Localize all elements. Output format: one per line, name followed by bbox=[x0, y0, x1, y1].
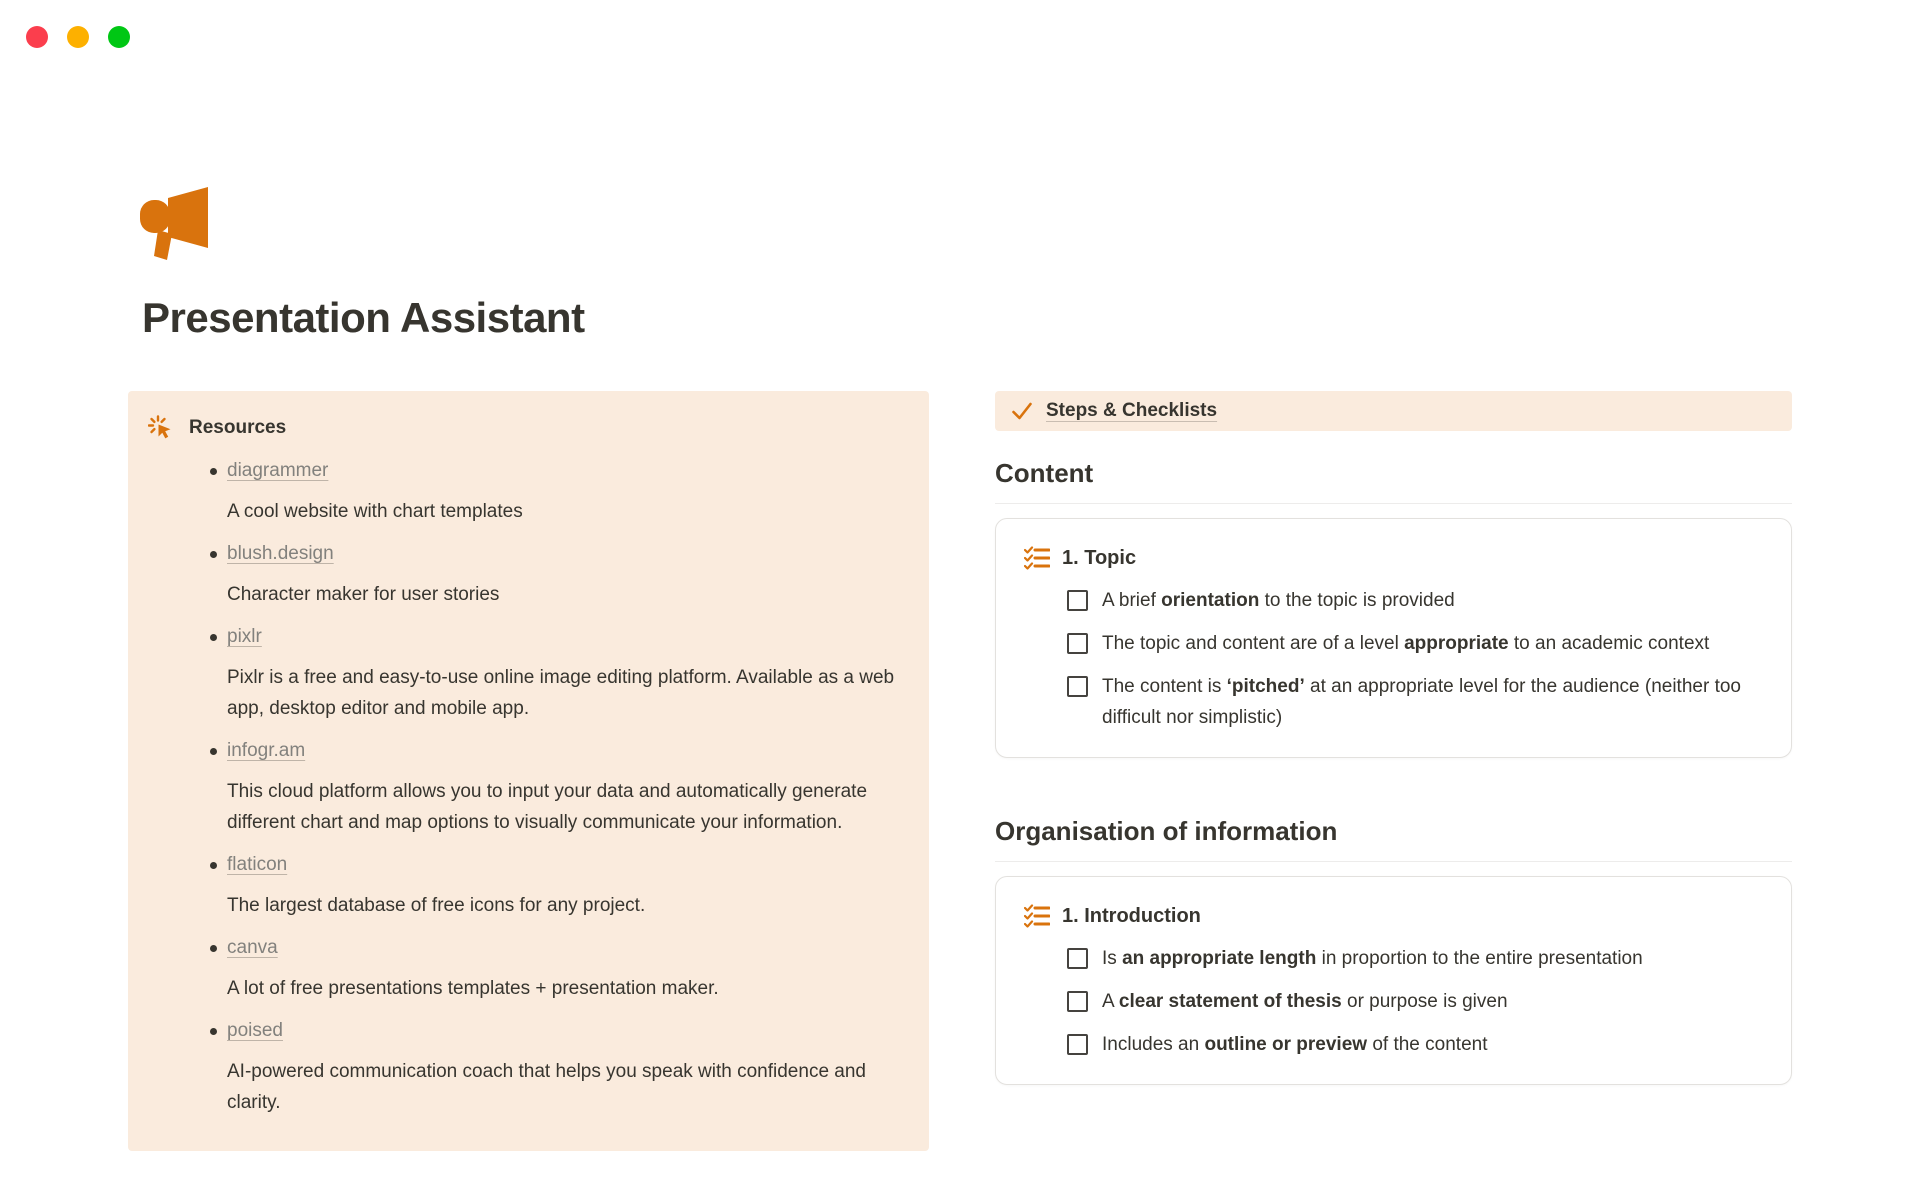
resources-title: Resources bbox=[189, 417, 287, 438]
section-heading: Content bbox=[995, 458, 1094, 488]
card-header bbox=[1024, 901, 1763, 931]
checklist-section bbox=[995, 814, 1792, 1085]
checklist-card bbox=[995, 876, 1792, 1085]
resource-item bbox=[148, 621, 903, 724]
resource-link[interactable]: flaticon bbox=[227, 854, 288, 875]
resource-description: A cool website with chart templates bbox=[227, 501, 523, 522]
cursor-click-icon bbox=[148, 415, 174, 441]
todo-label: The topic and content are of a level appropriate to an academic context bbox=[1102, 633, 1710, 654]
todo-label: The content is ‘pitched’ at an appropriate level for the audience (neither too difficult nor simplistic) bbox=[1102, 676, 1741, 728]
todo-label: Includes an outline or preview of the content bbox=[1102, 1034, 1488, 1055]
todo-item bbox=[1067, 671, 1763, 733]
resource-item bbox=[148, 1015, 903, 1118]
checklists-column bbox=[995, 391, 1792, 1151]
window-controls bbox=[26, 26, 130, 48]
checklist-section bbox=[995, 456, 1792, 758]
checklist-card bbox=[995, 518, 1792, 758]
todo-list bbox=[1024, 585, 1763, 733]
card-title: 1. Introduction bbox=[1062, 905, 1201, 927]
resource-description: AI-powered communication coach that helps you speak with confidence and clarity. bbox=[227, 1061, 866, 1113]
section-heading: Organisation of information bbox=[995, 816, 1338, 846]
resource-description: The largest database of free icons for any project. bbox=[227, 895, 646, 916]
checklist-icon bbox=[1024, 545, 1050, 571]
checkbox[interactable] bbox=[1067, 633, 1088, 654]
checkbox[interactable] bbox=[1067, 590, 1088, 611]
resource-description: A lot of free presentations templates + presentation maker. bbox=[227, 978, 719, 999]
resources-list bbox=[148, 455, 903, 1118]
checkbox[interactable] bbox=[1067, 1034, 1088, 1055]
content-columns bbox=[128, 391, 1792, 1151]
checklist-icon bbox=[1024, 903, 1050, 929]
checkbox[interactable] bbox=[1067, 991, 1088, 1012]
todo-item bbox=[1067, 943, 1763, 974]
section-divider bbox=[995, 503, 1792, 504]
resource-item bbox=[148, 455, 903, 527]
todo-item bbox=[1067, 628, 1763, 659]
resource-link[interactable]: infogr.am bbox=[227, 740, 306, 761]
resource-item bbox=[148, 849, 903, 921]
checkbox[interactable] bbox=[1067, 948, 1088, 969]
resource-link[interactable]: canva bbox=[227, 937, 278, 958]
steps-checklists-toggle[interactable] bbox=[995, 391, 1792, 431]
card-title: 1. Topic bbox=[1062, 547, 1137, 569]
minimize-button[interactable] bbox=[67, 26, 89, 48]
resource-description: Pixlr is a free and easy-to-use online image editing platform. Available as a web app, desktop editor and mobile app. bbox=[227, 667, 895, 719]
todo-item bbox=[1067, 986, 1763, 1017]
resource-item bbox=[148, 932, 903, 1004]
check-icon bbox=[1011, 400, 1033, 422]
page-title[interactable]: Presentation Assistant bbox=[142, 294, 585, 341]
todo-label: A brief orientation to the topic is provided bbox=[1102, 590, 1455, 611]
resource-link[interactable]: poised bbox=[227, 1020, 283, 1041]
resource-link[interactable]: diagrammer bbox=[227, 460, 329, 481]
checkbox[interactable] bbox=[1067, 676, 1088, 697]
todo-item bbox=[1067, 585, 1763, 616]
resource-item bbox=[148, 538, 903, 610]
resource-description: This cloud platform allows you to input your data and automatically generate different chart and map options to visually communicate your information. bbox=[227, 781, 868, 833]
checklist-sections bbox=[995, 456, 1792, 1085]
todo-item bbox=[1067, 1029, 1763, 1060]
zoom-button[interactable] bbox=[108, 26, 130, 48]
resources-callout bbox=[128, 391, 929, 1151]
resources-header bbox=[148, 413, 903, 443]
page bbox=[128, 0, 1792, 1200]
resource-item bbox=[148, 735, 903, 838]
todo-label: Is an appropriate length in proportion to the entire presentation bbox=[1102, 948, 1643, 969]
todo-label: A clear statement of thesis or purpose is given bbox=[1102, 991, 1508, 1012]
resource-description: Character maker for user stories bbox=[227, 584, 500, 605]
todo-list bbox=[1024, 943, 1763, 1060]
resource-link[interactable]: blush.design bbox=[227, 543, 334, 564]
megaphone-icon[interactable] bbox=[140, 183, 214, 261]
close-button[interactable] bbox=[26, 26, 48, 48]
steps-checklists-label: Steps & Checklists bbox=[1046, 400, 1218, 421]
section-divider bbox=[995, 861, 1792, 862]
card-header bbox=[1024, 543, 1763, 573]
resource-link[interactable]: pixlr bbox=[227, 626, 262, 647]
